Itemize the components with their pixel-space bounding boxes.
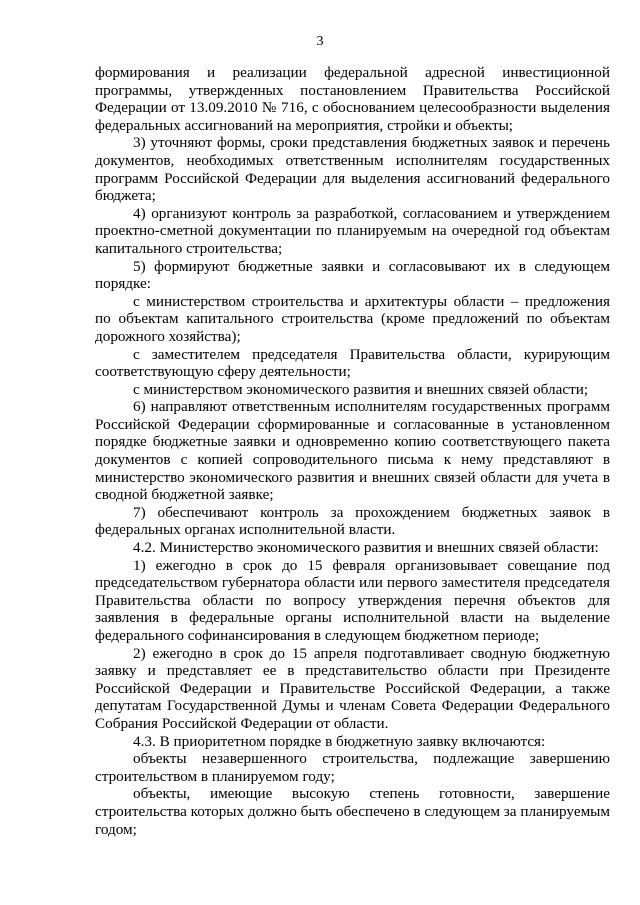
paragraph-14: объекты незавершенного строительства, подлежащие завершению строительством в планируемом году; [95,750,610,785]
paragraph-9: 7) обеспечивают контроль за прохождением бюджетных заявок в федеральных органах исполнительной власти. [95,503,610,539]
paragraph-3: 4) организуют контроль за разработкой, согласованием и утверждением проектно-сметной документации по планируемым на очередной год объектам капитального строительства; [95,204,610,257]
page-number: 3 [316,34,324,49]
document-body [95,64,610,838]
paragraph-2: 3) уточняют формы, сроки представления бюджетных заявок и перечень документов, необходимых ответственным исполнителям государственных программ Российской Федерации для выделения ассигнований федерального бюджета; [95,134,610,205]
paragraph-13: 4.3. В приоритетном порядке в бюджетную заявку включаются: [133,732,546,750]
paragraph-6: с заместителем председателя Правительства области, курирующим соответствующую сферу деятельности; [95,345,610,381]
paragraph-10: 4.2. Министерство экономического развития и внешних связей области: [133,539,599,557]
paragraph-1: формирования и реализации федеральной адресной инвестиционной программы, утвержденных постановлением Правительства Российской Федерации от 13.09.2010 № 716, с обоснованием целесообразности выделения федеральных ассигнований на мероприятия, стройки и объекты; [95,64,610,134]
paragraph-4: 5) формируют бюджетные заявки и согласовывают их в следующем порядке: [95,257,610,293]
paragraph-7: с министерством экономического развития и внешних связей области; [133,380,589,398]
paragraph-15: объекты, имеющие высокую степень готовности, завершение строительства которых должно быть обеспечено в следующем за планируемым годом; [95,785,610,838]
paragraph-12: 2) ежегодно в срок до 15 апреля подготавливает сводную бюджетную заявку и представляет ее в представительство области при Президенте Российской Федерации и Правительстве Российской Федерации, а также депутатам Государственной Думы и членам Совета Федерации Федерального Собрания Российской Федерации от области. [95,644,610,732]
paragraph-5: с министерством строительства и архитектуры области – предложения по объектам капитального строительства (кроме предложений по объектам дорожного хозяйства); [95,292,610,345]
paragraph-8: 6) направляют ответственным исполнителям государственных программ Российской Федерации сформированные и согласованные в установленном порядке бюджетные заявки и одновременно копию соответствующего пакета документов с копией сопроводительного письма к нему представляют в министерство экономического развития и внешних связей области для учета в сводной бюджетной заявке; [95,398,610,504]
paragraph-11: 1) ежегодно в срок до 15 февраля организовывает совещание под председательством губернатора области или первого заместителя председателя Правительства области по вопросу утверждения перечня объектов для заявления в федеральные органы исполнительной власти на выделение федерального софинансирования в следующем бюджетном периоде; [95,556,610,644]
